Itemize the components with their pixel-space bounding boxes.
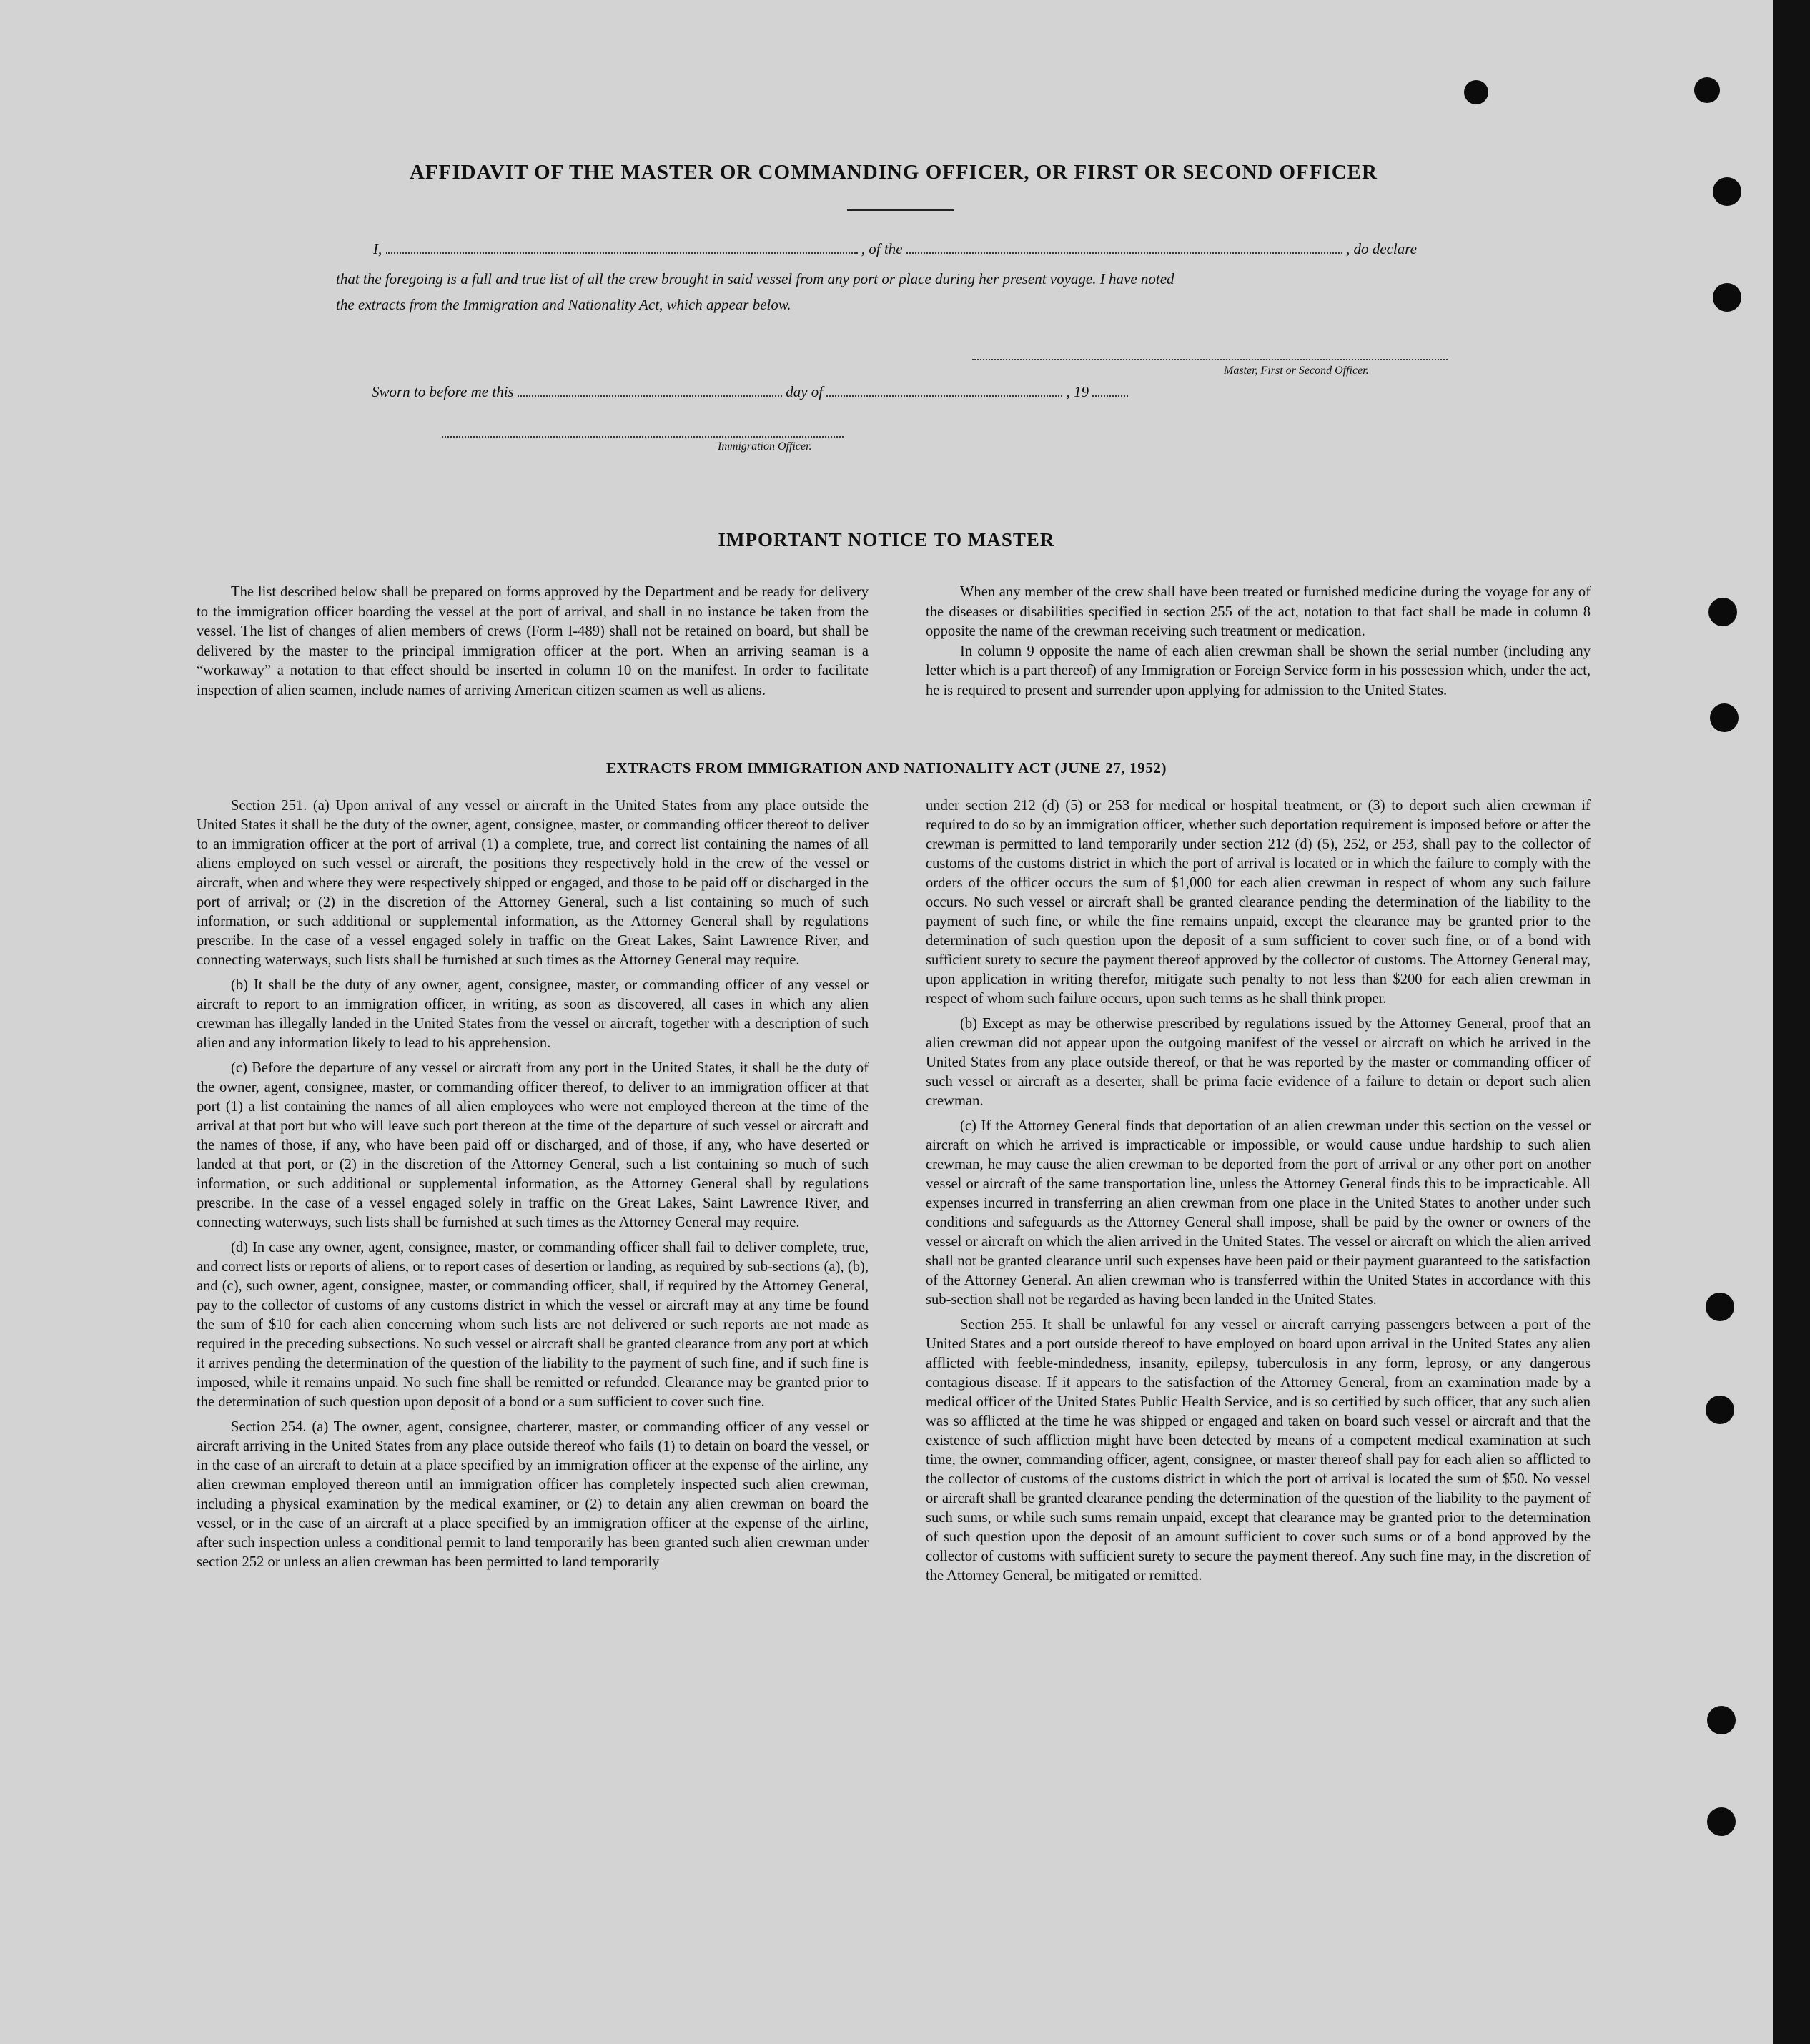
day-of-label: day of — [786, 383, 824, 400]
section-255: Section 255. It shall be unlawful for any vessel or aircraft carrying passengers between a port of the United States and a port outside thereof to have employed on board upon arrival in the United States any alien afflicted with feeble-mindedness, insanity, epilepsy, tuberculosis in any form, leprosy, or any dangerous contagious disease. If it appears to the satisfaction of the Attorney General, from an examination made by a medical officer of the United States Public Health Service, and is so certified by such officer, that any such alien was so afflicted at the time he was shipped or engaged and taken on board such vessel or aircraft and that the existence of such affliction might have been detected by means of a competent medical examination at such time, the owner, commanding officer, agent, consignee, or master thereof shall pay for each alien so afflicted to the collector of customs of the customs district in which the port of arrival is located the sum of $50. No vessel or aircraft shall be granted clearance pending the determination of the question of the liability to the payment of such sums, or while such sums remain unpaid, except that clearance may be granted prior to the determination of such question upon the deposit of an amount sufficient to cover such sums or of a bond approved by the collector of customs with sufficient surety to secure the payment thereof. Any such fine may, in the discretion of the Attorney General, be mitigated or remitted. — [926, 1317, 1591, 1584]
punch-hole — [1713, 177, 1741, 206]
notice-paragraph: The list described below shall be prepared on forms approved by the Department and be ready for delivery to the immigration officer boarding the vessel at the port of arrival, and shall in no instance be taken from the vessel. The list of changes of alien members of crews (Form I-489) shall not be retained on board, but shall be delivered by the master to the principal immigration officer at the port. When an arriving seaman is a “workaway” a notation to that effect should be inserted in column 10 on the manifest. In order to facilitate inspection of alien seamen, include names of arriving American citizen seamen as well as aliens. — [197, 584, 869, 698]
declarant-label: I, — [373, 240, 382, 257]
section-254-a-continued: under section 212 (d) (5) or 253 for medical or hospital treatment, or (3) to deport such alien crewman if required to do so by an immigration officer, whether such deportation requirement is imposed before or after the crewman is permitted to land temporarily under section 212 (d) (5), 252, or 253, shall pay to the collector of customs of the customs district in which the port of arrival is located or in which the failure to comply with the orders of the officer occurs the sum of $1,000 for each alien crewman in respect of whom any such failure occurs. No such vessel or aircraft shall be granted clearance pending the determination of the liability to the payment of such fine, or while the fine remains unpaid, except the clearance may be granted prior to the determination of such question upon the deposit of a sum sufficient to cover such fine, or of a bond with sufficient surety to secure the payment thereof approved by the collector of customs. The Attorney General may, upon application in writing therefor, mitigate such penalty to not less than $200 for each alien crewman in respect of whom such failure occurs, upon such terms as he shall think proper. — [926, 798, 1591, 1007]
declaration-line-1 — [373, 240, 1417, 258]
notice-paragraph: In column 9 opposite the name of each alien crewman shall be shown the serial number (including any letter which is a part thereof) of any Immigration or Foreign Service form in his possession which, under the act, he is required to present and surrender upon applying for admission to the United States. — [926, 643, 1591, 698]
punch-hole — [1706, 1293, 1734, 1321]
section-254-b: (b) Except as may be otherwise prescribed by regulations issued by the Attorney General, proof that an alien crewman did not appear upon the outgoing manifest of the vessel or aircraft on which he arrived in the United States from any place outside thereof, or that he was reported by the master or commanding officer of such vessel or aircraft as a deserter, shall be prima facie evidence of a failure to detain or deport such alien crewman. — [926, 1016, 1591, 1109]
section-251-a: Section 251. (a) Upon arrival of any vessel or aircraft in the United States from any place outside the United States it shall be the duty of the owner, agent, consignee, master, or commanding officer thereof to deliver to an immigration officer at the port of arrival (1) a complete, true, and correct list containing the names of all aliens employed on such vessel or aircraft, the positions they respectively hold in the crew of the vessel or aircraft, when and where they were respectively shipped or engaged, and those to be paid off or discharged in the port of arrival; or (2) in the discretion of the Attorney General, such a list containing so much of such information, or such additional or supplemental information, as the Attorney General shall by regulations prescribe. In the case of a vessel engaged solely in traffic on the Great Lakes, Saint Lawrence River, and connecting waterways, such lists shall be furnished at such times as the Attorney General may require. — [197, 798, 869, 968]
sworn-day-field[interactable] — [518, 395, 782, 397]
declare-label: , do declare — [1346, 240, 1417, 257]
extracts-title: EXTRACTS FROM IMMIGRATION AND NATIONALITY ACT (JUNE 27, 1952) — [605, 759, 1167, 776]
section-251-b: (b) It shall be the duty of any owner, agent, consignee, master, or commanding officer of any vessel or aircraft to report to an immigration officer, in writing, as soon as discovered, all cases in which any alien crewman has illegally landed in the United States from the vessel or aircraft, together with a description of such alien and any information likely to lead to his apprehension. — [197, 977, 869, 1051]
title-underline — [847, 209, 954, 211]
declarant-name-field[interactable] — [386, 252, 858, 254]
punch-hole — [1708, 598, 1737, 626]
section-251-d: (d) In case any owner, agent, consignee, master, or commanding officer shall fail to deliver complete, true, and correct lists or reports of aliens, or to report cases of desertion or landing, as required by sub-sections (a), (b), and (c), such owner, agent, consignee, master, or commanding officer, shall, if required by the Attorney General, pay to the collector of customs of any customs district in which the vessel or aircraft may at any time be found the sum of $10 for each alien concerning whom such lists are not delivered or such reports are not made as required in the preceding subsections. No such vessel or aircraft shall be granted clearance from any port at which it arrives pending the determination of the question of the liability to the payment of such fine, and if such fine is imposed, while it remains unpaid. No such fine shall be remitted or refunded. Clearance may be granted prior to the determination of such question upon deposit of a bond or a sum sufficient to cover such fine. — [197, 1240, 869, 1410]
declaration-line-3: the extracts from the Immigration and Nationality Act, which appear below. — [336, 296, 791, 313]
master-caption: Master, First or Second Officer. — [1224, 365, 1369, 377]
sworn-label: Sworn to before me this — [372, 383, 514, 400]
notice-title: IMPORTANT NOTICE TO MASTER — [718, 529, 1055, 551]
punch-hole — [1707, 1706, 1736, 1734]
extracts-right-column — [926, 796, 1591, 1591]
section-251-c: (c) Before the departure of any vessel or aircraft from any port in the United States, it shall be the duty of the owner, agent, consignee, master, or commanding officer thereof, to deliver to an immigration officer at that port (1) a list containing the names of all alien employees who were not employed thereon at the time of the arrival at that port but who will leave such port thereon at the time of the departure of such vessel or aircraft and the names of those, if any, who have been paid off or discharged, and of those, if any, who have deserted or landed at that port, or (2) in the discretion of the Attorney General, such a list containing so much of such information, or such additional or supplemental information, as the Attorney General shall by regulations prescribe. In the case of a vessel engaged solely in traffic on the Great Lakes, Saint Lawrence River, and connecting waterways, such lists shall be furnished at such times as the Attorney General may require. — [197, 1060, 869, 1230]
extracts-left-column — [197, 796, 869, 1578]
punch-hole — [1464, 80, 1488, 104]
notice-paragraph: When any member of the crew shall have been treated or furnished medicine during the voyage for any of the diseases or disabilities specified in section 255 of the act, notation to that fact shall be made in column 8 opposite the name of the crewman receiving such treatment or medication. — [926, 584, 1591, 639]
section-254-a: Section 254. (a) The owner, agent, consignee, charterer, master, or commanding officer of any vessel or aircraft arriving in the United States from any place outside thereof who fails (1) to detain on board the vessel, or in the case of an aircraft to detain at a place specified by an immigration officer at the expense of the airline, any alien crewman employed thereon until an immigration officer has completely inspected such alien crewman, including a physical examination by the medical examiner, or (2) to detain any alien crewman on board the vessel, or in the case of an aircraft at a place specified by an immigration officer at the expense of the airline, after such inspection unless a conditional permit to land temporarily has been granted such alien crewman under section 252 or unless an alien crewman has been permitted to land temporarily — [197, 1419, 869, 1570]
affidavit-title: AFFIDAVIT OF THE MASTER OR COMMANDING OFFICER, OR FIRST OR SECOND OFFICER — [410, 161, 1378, 184]
vessel-label: , of the — [861, 240, 903, 257]
punch-hole — [1710, 703, 1739, 732]
officer-caption: Immigration Officer. — [718, 440, 812, 453]
section-254-c: (c) If the Attorney General finds that deportation of an alien crewman under this section on the vessel or aircraft on which he arrived is impracticable or impossible, or would cause undue hardship to such alien crewman, he may cause the alien crewman to be deported from the port of arrival or any other port on another vessel or aircraft of the same transportation line, unless the Attorney General finds this to be impracticable. All expenses incurred in transferring an alien crewman from one place in the United States to another under such conditions and safeguards as the Attorney General shall impose, shall be paid by the owner or owners of the vessel or aircraft on which the alien arrived in the United States. The vessel or aircraft on which the alien arrived shall not be granted clearance until such expenses have been paid or their payment guaranteed to the satisfaction of the Attorney General. An alien crewman who is transferred within the United States in accordance with this sub-section shall not be regarded as having been landed in the United States. — [926, 1118, 1591, 1308]
officer-signature-line[interactable] — [442, 436, 844, 438]
sworn-line — [372, 383, 1128, 401]
vessel-name-field[interactable] — [906, 252, 1342, 254]
punch-hole — [1694, 77, 1720, 103]
punch-hole — [1706, 1396, 1734, 1424]
notice-left-column — [197, 583, 869, 701]
punch-hole — [1707, 1807, 1736, 1836]
master-signature-line[interactable] — [972, 359, 1448, 360]
scan-edge — [1773, 0, 1810, 2044]
punch-hole — [1713, 283, 1741, 312]
sworn-year-field[interactable] — [1092, 395, 1128, 397]
year-label: , 19 — [1066, 383, 1089, 400]
declaration-line-2: that the foregoing is a full and true list of all the crew brought in said vessel from any port or place during her present voyage. I have noted — [336, 270, 1174, 287]
sworn-month-field[interactable] — [826, 395, 1062, 397]
notice-right-column — [926, 583, 1591, 701]
